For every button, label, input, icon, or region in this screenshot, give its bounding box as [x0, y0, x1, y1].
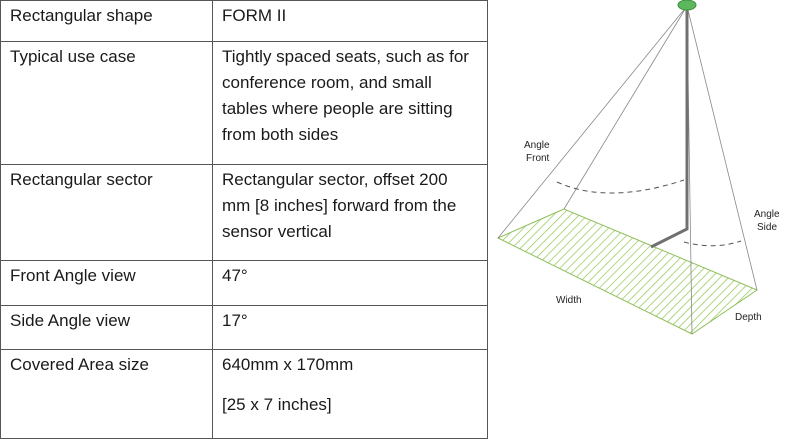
- row-label: Covered Area size: [1, 350, 213, 439]
- row-value: [213, 1, 488, 42]
- row-label: Side Angle view: [1, 306, 213, 350]
- value-line: FORM II: [222, 6, 287, 25]
- value-line: 47°: [222, 266, 248, 285]
- row-label: Front Angle view: [1, 261, 213, 306]
- depth-label: Depth: [735, 312, 762, 323]
- table-row: [1, 350, 488, 439]
- value-line: Tightly spaced seats, such as for conference room, and small tables where people are sitting from both sides: [222, 47, 469, 144]
- value-line: [25 x 7 inches]: [222, 395, 332, 414]
- row-label: Rectangular sector: [1, 165, 213, 261]
- row-value: [213, 306, 488, 350]
- row-value: [213, 165, 488, 261]
- angle-front-arc: [557, 180, 684, 193]
- table-row: [1, 1, 488, 42]
- table-row: [1, 165, 488, 261]
- row-value: [213, 261, 488, 306]
- width-label: Width: [556, 295, 582, 306]
- covered-area: [498, 209, 757, 334]
- row-label: Typical use case: [1, 42, 213, 165]
- angle-side-arc: [684, 241, 741, 246]
- row-value: [213, 42, 488, 165]
- table-row: [1, 261, 488, 306]
- row-label: Rectangular shape: [1, 1, 213, 42]
- table-row: [1, 42, 488, 165]
- angle-front-label: Front: [526, 153, 550, 164]
- angle-front-label: Angle: [524, 140, 550, 151]
- value-line: Rectangular sector, offset 200 mm [8 inches] forward from the sensor vertical: [222, 170, 457, 241]
- sensor-coverage-diagram: [488, 0, 800, 438]
- value-line: 640mm x 170mm: [222, 355, 354, 374]
- angle-side-label: Side: [757, 222, 778, 233]
- sensor-icon: [678, 0, 696, 10]
- angle-side-label: Angle: [754, 209, 780, 220]
- value-line: 17°: [222, 311, 248, 330]
- table-row: [1, 306, 488, 350]
- row-value: [213, 350, 488, 439]
